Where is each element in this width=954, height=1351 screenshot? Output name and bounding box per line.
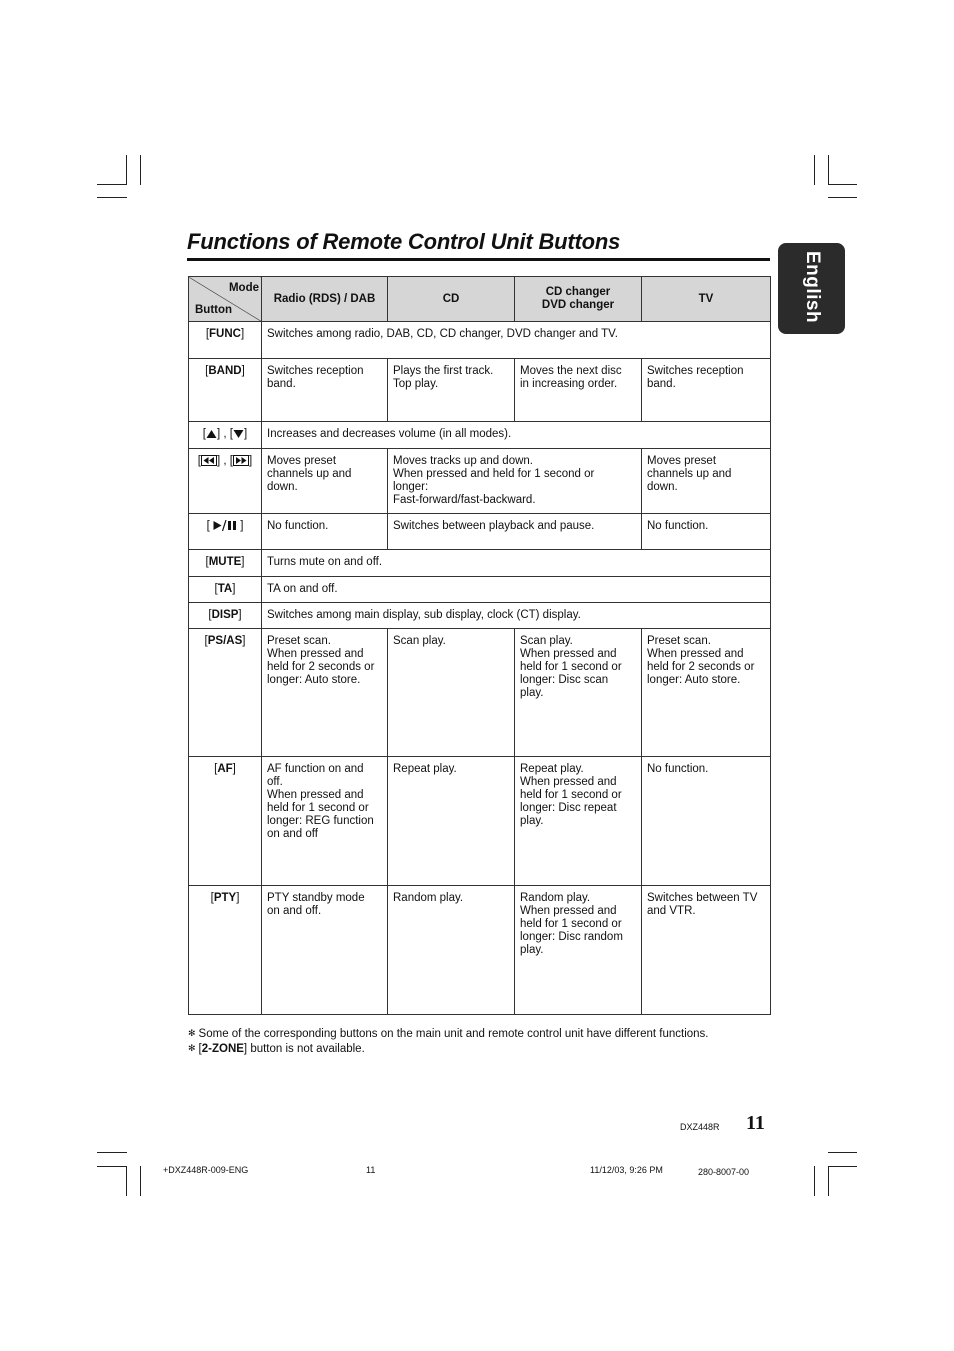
af-tv: No function. [642, 757, 771, 886]
pty-radio: PTY standby mode on and off. [262, 886, 388, 1015]
corner-mode-label: Mode [228, 282, 259, 294]
col-header-cd: CD [388, 277, 515, 322]
pty-changer: Random play. When pressed and held for 1 second or longer: Disc random play. [515, 886, 642, 1015]
footer-part-no: 280-8007-00 [698, 1167, 750, 1177]
footnotes [188, 1026, 708, 1056]
table-row [189, 514, 771, 550]
col-header-radio: Radio (RDS) / DAB [262, 277, 388, 322]
af-changer: Repeat play. When pressed and held for 1 second or longer: Disc repeat play. [515, 757, 642, 886]
crop-mark [828, 1166, 829, 1196]
updown-desc: Increases and decreases volume (in all modes). [262, 422, 771, 449]
ta-desc: TA on and off. [262, 577, 771, 603]
func-desc: Switches among radio, DAB, CD, CD changer, DVD changer and TV. [262, 322, 771, 359]
band-tv: Switches reception band. [642, 359, 771, 422]
play-pause-icon [213, 520, 237, 531]
table-row [189, 629, 771, 757]
button-cell: [DISP] [189, 603, 262, 629]
corner-button-label: Button [195, 304, 233, 316]
asterisk-icon: ✻ [188, 1043, 196, 1053]
band-changer: Moves the next disc in increasing order. [515, 359, 642, 422]
crop-mark [814, 1166, 815, 1196]
crop-mark [140, 1166, 141, 1196]
footnote [188, 1026, 708, 1041]
footer-page: 11 [366, 1165, 376, 1175]
col-header-changer: CD changer DVD changer [515, 277, 642, 322]
ta-button-label: TA [217, 583, 233, 595]
footnote-2-button: 2-ZONE [201, 1043, 244, 1055]
crop-mark [97, 1166, 127, 1167]
func-button-label: FUNC [209, 328, 241, 340]
table-row [189, 886, 771, 1015]
psas-changer: Scan play. When pressed and held for 1 second or longer: Disc scan play. [515, 629, 642, 757]
table-row [189, 577, 771, 603]
af-cd: Repeat play. [388, 757, 515, 886]
disp-button-label: DISP [211, 609, 239, 621]
crop-mark [126, 1166, 127, 1196]
page-number: 11 [746, 1112, 765, 1134]
psas-cd: Scan play. [388, 629, 515, 757]
volume-down-icon [233, 429, 244, 439]
table-row [189, 603, 771, 629]
play-radio: No function. [262, 514, 388, 550]
button-cell: [AF] [189, 757, 262, 886]
header-row [189, 277, 771, 322]
corner-header [189, 277, 262, 322]
col-header-tv: TV [642, 277, 771, 322]
button-cell: [ ] , [ ] [189, 449, 262, 514]
crop-mark [814, 155, 815, 185]
crop-mark [97, 1152, 127, 1153]
table-row [189, 422, 771, 449]
crop-mark [828, 197, 857, 198]
skip-radio: Moves preset channels up and down. [262, 449, 388, 514]
band-radio: Switches reception band. [262, 359, 388, 422]
button-cell: [PTY] [189, 886, 262, 1015]
button-cell: [FUNC] [189, 322, 262, 359]
button-cell: [TA] [189, 577, 262, 603]
crop-mark [828, 155, 829, 185]
crop-mark [828, 184, 857, 185]
button-cell: [ ] , [ ] [189, 422, 262, 449]
language-tab [778, 243, 845, 334]
psas-radio: Preset scan. When pressed and held for 2 seconds or longer: Auto store. [262, 629, 388, 757]
crop-mark [828, 1166, 857, 1167]
button-cell: [ ] [189, 514, 262, 550]
pty-button-label: PTY [213, 892, 237, 904]
skip-forward-icon [233, 455, 249, 466]
psas-button-label: PS/AS [207, 635, 243, 647]
play-tv: No function. [642, 514, 771, 550]
button-cell: [BAND] [189, 359, 262, 422]
af-button-label: AF [217, 763, 233, 775]
play-cd-changer: Switches between playback and pause. [388, 514, 642, 550]
footer-doc-id: +DXZ448R-009-ENG [163, 1165, 249, 1175]
pty-tv: Switches between TV and VTR. [642, 886, 771, 1015]
table-row [189, 359, 771, 422]
footnote: ✻ [2-ZONE] button is not available. [188, 1043, 365, 1055]
page-title: Functions of Remote Control Unit Buttons [187, 229, 621, 254]
footer-datetime: 11/12/03, 9:26 PM [590, 1165, 663, 1175]
af-radio: AF function on and off. When pressed and held for 1 second or longer: REG function on and off [262, 757, 388, 886]
table-row [189, 449, 771, 514]
functions-table [188, 276, 771, 1015]
band-button-label: BAND [208, 365, 242, 377]
asterisk-icon: ✻ [188, 1028, 196, 1038]
pty-cd: Random play. [388, 886, 515, 1015]
crop-mark [828, 1152, 857, 1153]
button-cell: [PS/AS] [189, 629, 262, 757]
skip-cd-changer: Moves tracks up and down. When pressed and held for 1 second or longer: Fast-forward/fast-backward. [388, 449, 642, 514]
button-cell: [MUTE] [189, 550, 262, 577]
table-row [189, 550, 771, 577]
table-row [189, 322, 771, 359]
table-row [189, 757, 771, 886]
model-label: DXZ448R [680, 1122, 720, 1132]
crop-mark [97, 197, 127, 198]
skip-back-icon [201, 455, 217, 466]
skip-tv: Moves preset channels up and down. [642, 449, 771, 514]
footnote-1-text: Some of the corresponding buttons on the main unit and remote control unit have different functions. [198, 1028, 709, 1040]
footnote-2-text: button is not available. [247, 1043, 365, 1055]
language-tab-label: English [802, 250, 823, 324]
title-rule [187, 258, 770, 261]
crop-mark [97, 184, 127, 185]
crop-mark [140, 155, 141, 185]
disp-desc: Switches among main display, sub display, clock (CT) display. [262, 603, 771, 629]
band-cd: Plays the first track. Top play. [388, 359, 515, 422]
mute-button-label: MUTE [208, 556, 242, 568]
mute-desc: Turns mute on and off. [262, 550, 771, 577]
psas-tv: Preset scan. When pressed and held for 2 seconds or longer: Auto store. [642, 629, 771, 757]
crop-mark [126, 155, 127, 185]
volume-up-icon [206, 429, 217, 439]
